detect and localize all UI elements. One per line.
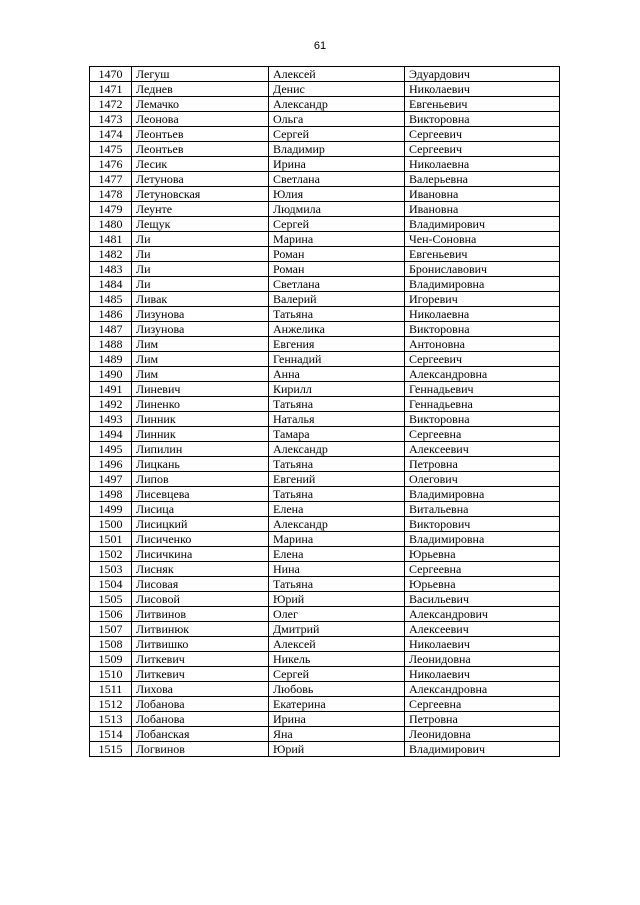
given-name-cell: Наталья (269, 412, 405, 427)
given-name-cell: Светлана (269, 172, 405, 187)
surname-cell: Линник (132, 427, 269, 442)
surname-cell: Ливак (132, 292, 269, 307)
row-number: 1515 (90, 742, 132, 757)
patronymic-cell: Николаевна (405, 307, 560, 322)
given-name-cell: Валерий (269, 292, 405, 307)
row-number: 1488 (90, 337, 132, 352)
given-name-cell: Яна (269, 727, 405, 742)
row-number: 1497 (90, 472, 132, 487)
table-row (90, 457, 560, 472)
table-row (90, 562, 560, 577)
surname-cell: Летуновская (132, 187, 269, 202)
row-number: 1501 (90, 532, 132, 547)
patronymic-cell: Васильевич (405, 592, 560, 607)
row-number: 1491 (90, 382, 132, 397)
names-table (89, 66, 560, 757)
table-row (90, 217, 560, 232)
row-number: 1505 (90, 592, 132, 607)
patronymic-cell: Евгеньевич (405, 247, 560, 262)
patronymic-cell: Владимировна (405, 487, 560, 502)
surname-cell: Лисевцева (132, 487, 269, 502)
table-row (90, 607, 560, 622)
patronymic-cell: Юрьевна (405, 577, 560, 592)
patronymic-cell: Владимирович (405, 742, 560, 757)
table-row (90, 187, 560, 202)
surname-cell: Лобанова (132, 697, 269, 712)
patronymic-cell: Александрович (405, 607, 560, 622)
patronymic-cell: Петровна (405, 457, 560, 472)
patronymic-cell: Владимировна (405, 532, 560, 547)
given-name-cell: Александр (269, 517, 405, 532)
row-number: 1495 (90, 442, 132, 457)
row-number: 1496 (90, 457, 132, 472)
row-number: 1502 (90, 547, 132, 562)
row-number: 1480 (90, 217, 132, 232)
surname-cell: Литвишко (132, 637, 269, 652)
patronymic-cell: Владимировна (405, 277, 560, 292)
row-number: 1487 (90, 322, 132, 337)
surname-cell: Легуш (132, 67, 269, 82)
table-row (90, 172, 560, 187)
patronymic-cell: Викторовна (405, 112, 560, 127)
surname-cell: Леонтьев (132, 127, 269, 142)
given-name-cell: Геннадий (269, 352, 405, 367)
surname-cell: Лим (132, 337, 269, 352)
table-row (90, 712, 560, 727)
table-row (90, 112, 560, 127)
patronymic-cell: Викторовна (405, 322, 560, 337)
surname-cell: Леонова (132, 112, 269, 127)
given-name-cell: Евгений (269, 472, 405, 487)
given-name-cell: Любовь (269, 682, 405, 697)
table-row (90, 382, 560, 397)
given-name-cell: Марина (269, 532, 405, 547)
given-name-cell: Кирилл (269, 382, 405, 397)
given-name-cell: Алексей (269, 637, 405, 652)
table-row (90, 427, 560, 442)
row-number: 1508 (90, 637, 132, 652)
row-number: 1504 (90, 577, 132, 592)
surname-cell: Липилин (132, 442, 269, 457)
given-name-cell: Никель (269, 652, 405, 667)
given-name-cell: Елена (269, 502, 405, 517)
given-name-cell: Александр (269, 97, 405, 112)
given-name-cell: Екатерина (269, 697, 405, 712)
patronymic-cell: Леонидовна (405, 727, 560, 742)
given-name-cell: Татьяна (269, 487, 405, 502)
table-row (90, 157, 560, 172)
surname-cell: Лобанова (132, 712, 269, 727)
row-number: 1482 (90, 247, 132, 262)
patronymic-cell: Юрьевна (405, 547, 560, 562)
given-name-cell: Татьяна (269, 577, 405, 592)
surname-cell: Логвинов (132, 742, 269, 757)
surname-cell: Лемачко (132, 97, 269, 112)
row-number: 1477 (90, 172, 132, 187)
given-name-cell: Сергей (269, 217, 405, 232)
table-row (90, 487, 560, 502)
table-row (90, 262, 560, 277)
table-row (90, 532, 560, 547)
patronymic-cell: Сергеевна (405, 562, 560, 577)
patronymic-cell: Александровна (405, 367, 560, 382)
given-name-cell: Татьяна (269, 397, 405, 412)
table-row (90, 412, 560, 427)
given-name-cell: Светлана (269, 277, 405, 292)
given-name-cell: Анжелика (269, 322, 405, 337)
surname-cell: Лизунова (132, 307, 269, 322)
table-row (90, 697, 560, 712)
given-name-cell: Денис (269, 82, 405, 97)
patronymic-cell: Сергеевич (405, 142, 560, 157)
surname-cell: Лисиченко (132, 532, 269, 547)
row-number: 1485 (90, 292, 132, 307)
patronymic-cell: Петровна (405, 712, 560, 727)
surname-cell: Лисичкина (132, 547, 269, 562)
given-name-cell: Роман (269, 262, 405, 277)
patronymic-cell: Сергеевна (405, 697, 560, 712)
surname-cell: Лещук (132, 217, 269, 232)
surname-cell: Лобанская (132, 727, 269, 742)
surname-cell: Ли (132, 247, 269, 262)
patronymic-cell: Геннадьевич (405, 382, 560, 397)
surname-cell: Леунте (132, 202, 269, 217)
surname-cell: Лисица (132, 502, 269, 517)
table-row (90, 202, 560, 217)
given-name-cell: Ольга (269, 112, 405, 127)
given-name-cell: Тамара (269, 427, 405, 442)
row-number: 1498 (90, 487, 132, 502)
names-table-body (90, 67, 560, 757)
given-name-cell: Нина (269, 562, 405, 577)
page-number: 61 (313, 40, 327, 52)
patronymic-cell: Сергеевна (405, 427, 560, 442)
given-name-cell: Юрий (269, 742, 405, 757)
row-number: 1478 (90, 187, 132, 202)
row-number: 1507 (90, 622, 132, 637)
row-number: 1472 (90, 97, 132, 112)
patronymic-cell: Сергеевич (405, 352, 560, 367)
table-row (90, 667, 560, 682)
row-number: 1476 (90, 157, 132, 172)
surname-cell: Лисняк (132, 562, 269, 577)
given-name-cell: Юлия (269, 187, 405, 202)
table-row (90, 577, 560, 592)
patronymic-cell: Антоновна (405, 337, 560, 352)
given-name-cell: Ирина (269, 157, 405, 172)
table-row (90, 67, 560, 82)
row-number: 1492 (90, 397, 132, 412)
row-number: 1512 (90, 697, 132, 712)
patronymic-cell: Игоревич (405, 292, 560, 307)
surname-cell: Ли (132, 232, 269, 247)
given-name-cell: Анна (269, 367, 405, 382)
table-row (90, 547, 560, 562)
surname-cell: Лицкань (132, 457, 269, 472)
surname-cell: Литвинюк (132, 622, 269, 637)
patronymic-cell: Чен-Соновна (405, 232, 560, 247)
row-number: 1473 (90, 112, 132, 127)
given-name-cell: Татьяна (269, 307, 405, 322)
patronymic-cell: Николаевич (405, 82, 560, 97)
patronymic-cell: Александровна (405, 682, 560, 697)
surname-cell: Лихова (132, 682, 269, 697)
patronymic-cell: Олегович (405, 472, 560, 487)
patronymic-cell: Викторович (405, 517, 560, 532)
row-number: 1481 (90, 232, 132, 247)
table-row (90, 82, 560, 97)
row-number: 1483 (90, 262, 132, 277)
table-row (90, 472, 560, 487)
table-row (90, 442, 560, 457)
surname-cell: Липов (132, 472, 269, 487)
surname-cell: Линевич (132, 382, 269, 397)
given-name-cell: Алексей (269, 67, 405, 82)
table-row (90, 397, 560, 412)
surname-cell: Литкевич (132, 667, 269, 682)
patronymic-cell: Ивановна (405, 202, 560, 217)
surname-cell: Ли (132, 277, 269, 292)
surname-cell: Лим (132, 367, 269, 382)
given-name-cell: Евгения (269, 337, 405, 352)
table-row (90, 682, 560, 697)
table-row (90, 247, 560, 262)
table-row (90, 652, 560, 667)
patronymic-cell: Викторовна (405, 412, 560, 427)
row-number: 1511 (90, 682, 132, 697)
row-number: 1499 (90, 502, 132, 517)
row-number: 1493 (90, 412, 132, 427)
row-number: 1484 (90, 277, 132, 292)
row-number: 1471 (90, 82, 132, 97)
surname-cell: Леонтьев (132, 142, 269, 157)
row-number: 1510 (90, 667, 132, 682)
surname-cell: Леднев (132, 82, 269, 97)
row-number: 1479 (90, 202, 132, 217)
patronymic-cell: Леонидовна (405, 652, 560, 667)
patronymic-cell: Эдуардович (405, 67, 560, 82)
row-number: 1503 (90, 562, 132, 577)
given-name-cell: Сергей (269, 667, 405, 682)
table-row (90, 622, 560, 637)
given-name-cell: Роман (269, 247, 405, 262)
surname-cell: Летунова (132, 172, 269, 187)
surname-cell: Линенко (132, 397, 269, 412)
table-row (90, 277, 560, 292)
table-row (90, 232, 560, 247)
patronymic-cell: Николаевна (405, 157, 560, 172)
surname-cell: Лисовой (132, 592, 269, 607)
given-name-cell: Марина (269, 232, 405, 247)
given-name-cell: Елена (269, 547, 405, 562)
row-number: 1494 (90, 427, 132, 442)
row-number: 1513 (90, 712, 132, 727)
surname-cell: Лисовая (132, 577, 269, 592)
row-number: 1475 (90, 142, 132, 157)
surname-cell: Ли (132, 262, 269, 277)
row-number: 1509 (90, 652, 132, 667)
surname-cell: Лим (132, 352, 269, 367)
table-row (90, 502, 560, 517)
row-number: 1506 (90, 607, 132, 622)
row-number: 1474 (90, 127, 132, 142)
patronymic-cell: Геннадьевна (405, 397, 560, 412)
table-row (90, 142, 560, 157)
patronymic-cell: Владимирович (405, 217, 560, 232)
given-name-cell: Владимир (269, 142, 405, 157)
patronymic-cell: Николаевич (405, 637, 560, 652)
patronymic-cell: Евгеньевич (405, 97, 560, 112)
patronymic-cell: Брониславович (405, 262, 560, 277)
patronymic-cell: Алексеевич (405, 442, 560, 457)
table-row (90, 292, 560, 307)
surname-cell: Лисицкий (132, 517, 269, 532)
surname-cell: Линник (132, 412, 269, 427)
given-name-cell: Дмитрий (269, 622, 405, 637)
table-row (90, 322, 560, 337)
table-row (90, 742, 560, 757)
table-row (90, 727, 560, 742)
given-name-cell: Александр (269, 442, 405, 457)
given-name-cell: Олег (269, 607, 405, 622)
table-row (90, 352, 560, 367)
table-row (90, 367, 560, 382)
patronymic-cell: Валерьевна (405, 172, 560, 187)
surname-cell: Лизунова (132, 322, 269, 337)
given-name-cell: Татьяна (269, 457, 405, 472)
table-row (90, 97, 560, 112)
table-row (90, 307, 560, 322)
table-row (90, 592, 560, 607)
given-name-cell: Ирина (269, 712, 405, 727)
table-row (90, 517, 560, 532)
patronymic-cell: Ивановна (405, 187, 560, 202)
surname-cell: Литкевич (132, 652, 269, 667)
given-name-cell: Людмила (269, 202, 405, 217)
surname-cell: Лесик (132, 157, 269, 172)
patronymic-cell: Николаевич (405, 667, 560, 682)
table-row (90, 127, 560, 142)
row-number: 1490 (90, 367, 132, 382)
row-number: 1489 (90, 352, 132, 367)
given-name-cell: Сергей (269, 127, 405, 142)
row-number: 1500 (90, 517, 132, 532)
row-number: 1514 (90, 727, 132, 742)
table-row (90, 337, 560, 352)
patronymic-cell: Витальевна (405, 502, 560, 517)
patronymic-cell: Сергеевич (405, 127, 560, 142)
table-row (90, 637, 560, 652)
given-name-cell: Юрий (269, 592, 405, 607)
patronymic-cell: Алексеевич (405, 622, 560, 637)
row-number: 1470 (90, 67, 132, 82)
row-number: 1486 (90, 307, 132, 322)
surname-cell: Литвинов (132, 607, 269, 622)
